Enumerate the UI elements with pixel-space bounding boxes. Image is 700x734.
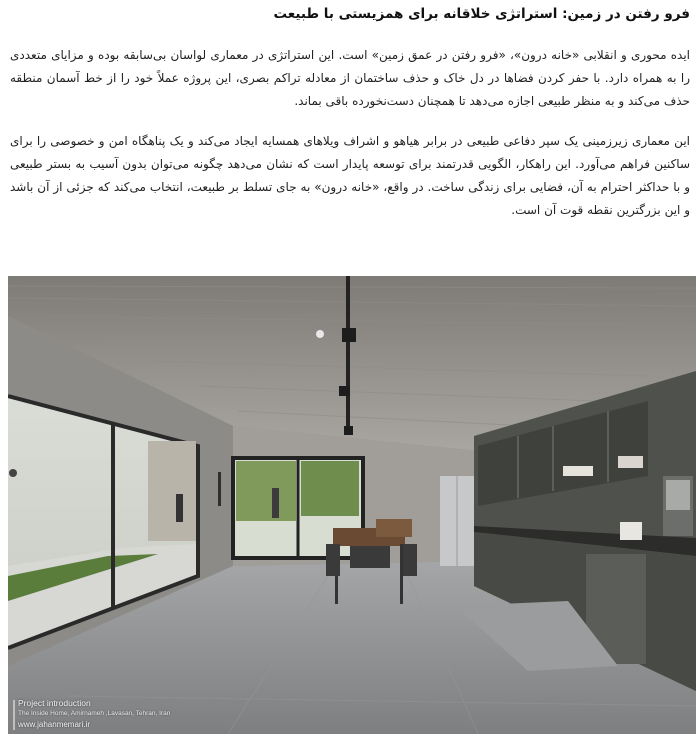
article-paragraph-2: این معماری زیرزمینی یک سپر دفاعی طبیعی در برابر هیاهو و اشراف ویلاهای همسایه ایجاد می‌کند و یک پناهگاه امن و خصوصی را برای ساکنین فراهم می‌آورد. این راهکار، الگویی قدرتمند برای توسعه پایدار است که نشان می‌دهد چگونه می‌توان بدون آسیب به بستر طبیعی و با حداکثر احترام به آن، فضایی برای زندگی ساخت. در واقع، «خانه درون» به جای تسلط بر طبیعت، انتخاب می‌کند که جزئی از آن باشد و این بزرگترین نقطه قوت آن است. [10, 134, 690, 217]
article-paragraph-1: ایده محوری و انقلابی «خانه درون»، «فرو رفتن در عمق زمین» است. این استراتژی در معماری لواسان بی‌سابقه بوده و مزایای متعددی را به همراه دارد. با حفر کردن فضاها در دل خاک و حذف ساختمان از معادله تراکم بصری، این پروژه عملاً خود را از خط آسمان منطقه حذف می‌کند و به منظر طبیعی اجازه می‌دهد تا همچنان دست‌نخورده باقی بماند. [10, 48, 690, 108]
caption-title: Project introduction [18, 698, 91, 708]
caption-website[interactable]: www.jahanmemari.ir [18, 720, 91, 729]
caption-accent-bar [13, 700, 15, 730]
article-title: فرو رفتن در زمین: استراتژی خلاقانه برای همزیستی با طبیعت [273, 6, 690, 22]
interior-photo-illustration [8, 276, 696, 734]
interior-photo[interactable] [8, 276, 696, 734]
caption-subtitle: The Inside Home, Amirnameh ,Lavasan, Tehran, Iran [18, 710, 171, 717]
photo-caption [18, 698, 170, 730]
